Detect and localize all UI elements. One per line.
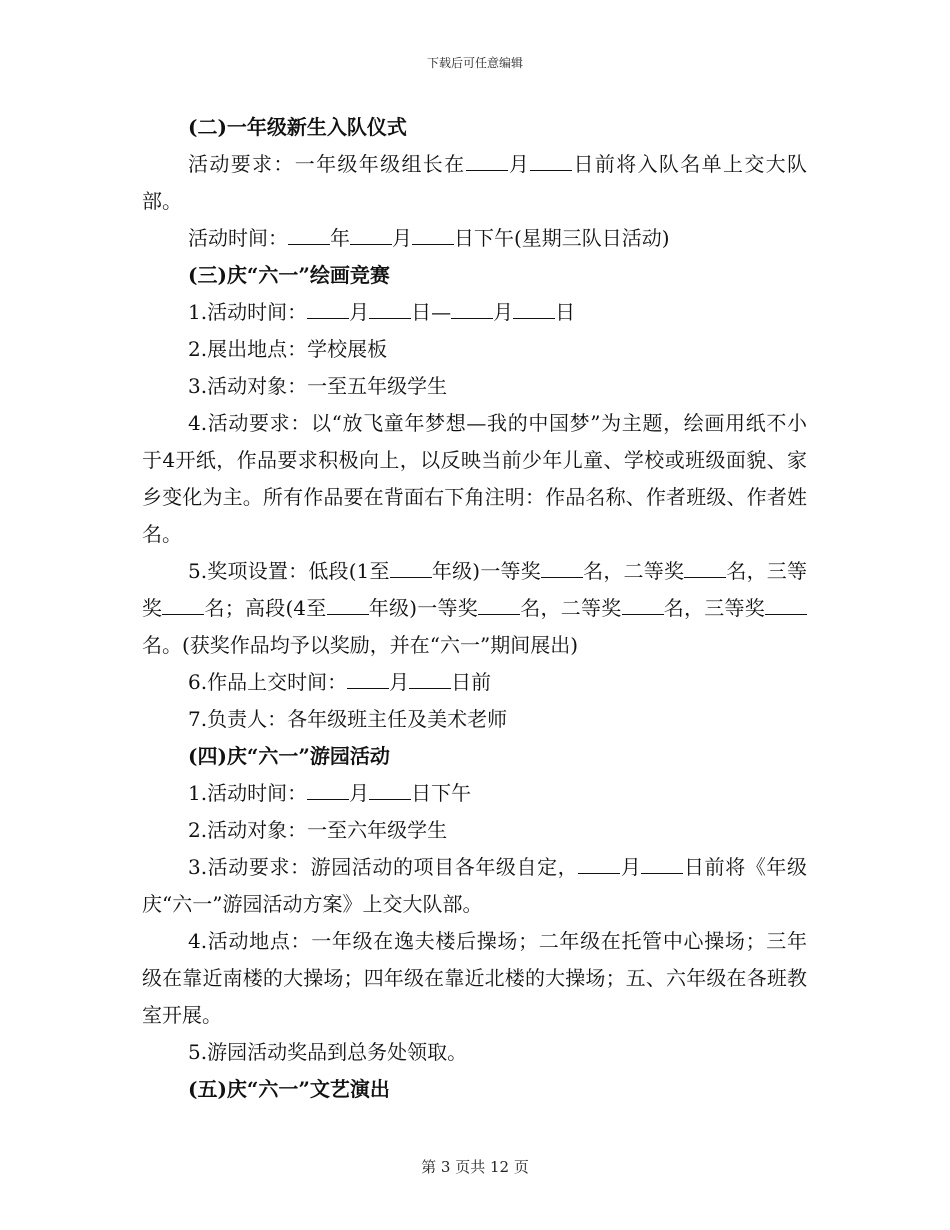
paragraph	[142, 1034, 807, 1071]
text-segment: 6.作品上交时间：	[188, 670, 348, 694]
text-segment: 月	[620, 855, 642, 879]
paragraph	[142, 368, 807, 405]
page-header: 下载后可任意编辑	[426, 56, 523, 70]
text-segment: 名，三等奖	[142, 559, 808, 620]
text-segment: 月	[507, 152, 531, 176]
text-segment: 日前	[451, 670, 492, 694]
fill-in-blank	[641, 872, 683, 874]
text-segment: 月	[493, 300, 514, 324]
fill-in-blank	[541, 576, 583, 578]
fill-in-blank	[451, 317, 493, 319]
text-segment: 5.游园活动奖品到总务处领取。	[188, 1040, 468, 1064]
paragraph	[142, 146, 807, 220]
text-segment: 1.活动时间：	[188, 781, 308, 805]
text-segment: 日—	[411, 300, 452, 324]
fill-in-blank	[307, 798, 349, 800]
fill-in-blank	[466, 169, 508, 171]
fill-in-blank	[409, 687, 451, 689]
text-segment: 月	[349, 781, 370, 805]
text-segment: 5.奖项设置：低段(1至	[188, 559, 390, 583]
text-segment: 4.活动地点：一年级在逸夫楼后操场；二年级在托管中心操场；三年级在靠近南楼的大操场；四年级在靠近北楼的大操场；五、六年级在各班教室开展。	[142, 929, 807, 1027]
text-segment: 月	[392, 226, 412, 250]
text-segment: (三)庆“六一”绘画竞赛	[188, 263, 390, 287]
text-segment: 日前将入队名单上交大队部。	[142, 152, 808, 213]
section-heading	[142, 738, 807, 775]
text-segment: 名，二等奖	[520, 596, 622, 620]
fill-in-blank	[578, 872, 620, 874]
fill-in-blank	[347, 687, 389, 689]
text-segment: 7.负责人：各年级班主任及美术老师	[188, 707, 508, 731]
text-segment: 年	[330, 226, 350, 250]
fill-in-blank	[530, 169, 572, 171]
text-segment: 1.活动时间：	[188, 300, 308, 324]
fill-in-blank	[369, 798, 411, 800]
document-body	[142, 109, 807, 1108]
text-segment: (四)庆“六一”游园活动	[188, 744, 390, 768]
page-footer: 第 3 页共 12 页	[421, 1158, 529, 1176]
paragraph	[142, 701, 807, 738]
fill-in-blank	[327, 613, 369, 615]
text-segment: 名。(获奖作品均予以奖励，并在“六一”期间展出)	[142, 633, 579, 657]
text-segment: 活动时间：	[188, 226, 288, 250]
fill-in-blank	[307, 317, 349, 319]
fill-in-blank	[288, 243, 330, 245]
text-segment: 名；高段(4至	[204, 596, 327, 620]
paragraph	[142, 849, 807, 923]
text-segment: 年级)一等奖	[431, 559, 541, 583]
text-segment: 活动要求：一年级年级组长在	[188, 152, 466, 176]
text-segment: 月	[349, 300, 370, 324]
section-heading	[142, 1071, 807, 1108]
fill-in-blank	[478, 613, 520, 615]
text-segment: 名，二等奖	[582, 559, 685, 583]
paragraph	[142, 553, 807, 664]
text-segment: 日	[555, 300, 576, 324]
fill-in-blank	[622, 613, 664, 615]
text-segment: 月	[389, 670, 410, 694]
fill-in-blank	[390, 576, 432, 578]
paragraph	[142, 405, 807, 553]
paragraph	[142, 220, 807, 257]
section-heading	[142, 109, 807, 146]
fill-in-blank	[684, 576, 726, 578]
paragraph	[142, 775, 807, 812]
paragraph	[142, 812, 807, 849]
paragraph	[142, 923, 807, 1034]
text-segment: 4.活动要求：以“放飞童年梦想—我的中国梦”为主题，绘画用纸不小于4开纸，作品要求积极向上，以反映当前少年儿童、学校或班级面貌、家乡变化为主。所有作品要在背面右下角注明：作品名称、作者班级、作者姓名。	[142, 411, 807, 546]
fill-in-blank	[513, 317, 555, 319]
text-segment: 日下午	[411, 781, 472, 805]
text-segment: (五)庆“六一”文艺演出	[188, 1077, 390, 1101]
fill-in-blank	[162, 613, 204, 615]
text-segment: 日前将《年级庆“六一”游园活动方案》上交大队部。	[142, 855, 808, 916]
paragraph	[142, 294, 807, 331]
paragraph	[142, 664, 807, 701]
text-segment: 日下午(星期三队日活动)	[454, 226, 670, 250]
fill-in-blank	[412, 243, 454, 245]
text-segment: 年级)一等奖	[368, 596, 479, 620]
paragraph	[142, 331, 807, 368]
section-heading	[142, 257, 807, 294]
text-segment: 名，三等奖	[663, 596, 766, 620]
fill-in-blank	[350, 243, 392, 245]
fill-in-blank	[369, 317, 411, 319]
text-segment: 2.活动对象：一至六年级学生	[188, 818, 448, 842]
text-segment: 3.活动要求：游园活动的项目各年级自定，	[188, 855, 579, 879]
text-segment: (二)一年级新生入队仪式	[188, 115, 407, 139]
text-segment: 3.活动对象：一至五年级学生	[188, 374, 448, 398]
text-segment: 2.展出地点：学校展板	[188, 337, 388, 361]
fill-in-blank	[765, 613, 807, 615]
